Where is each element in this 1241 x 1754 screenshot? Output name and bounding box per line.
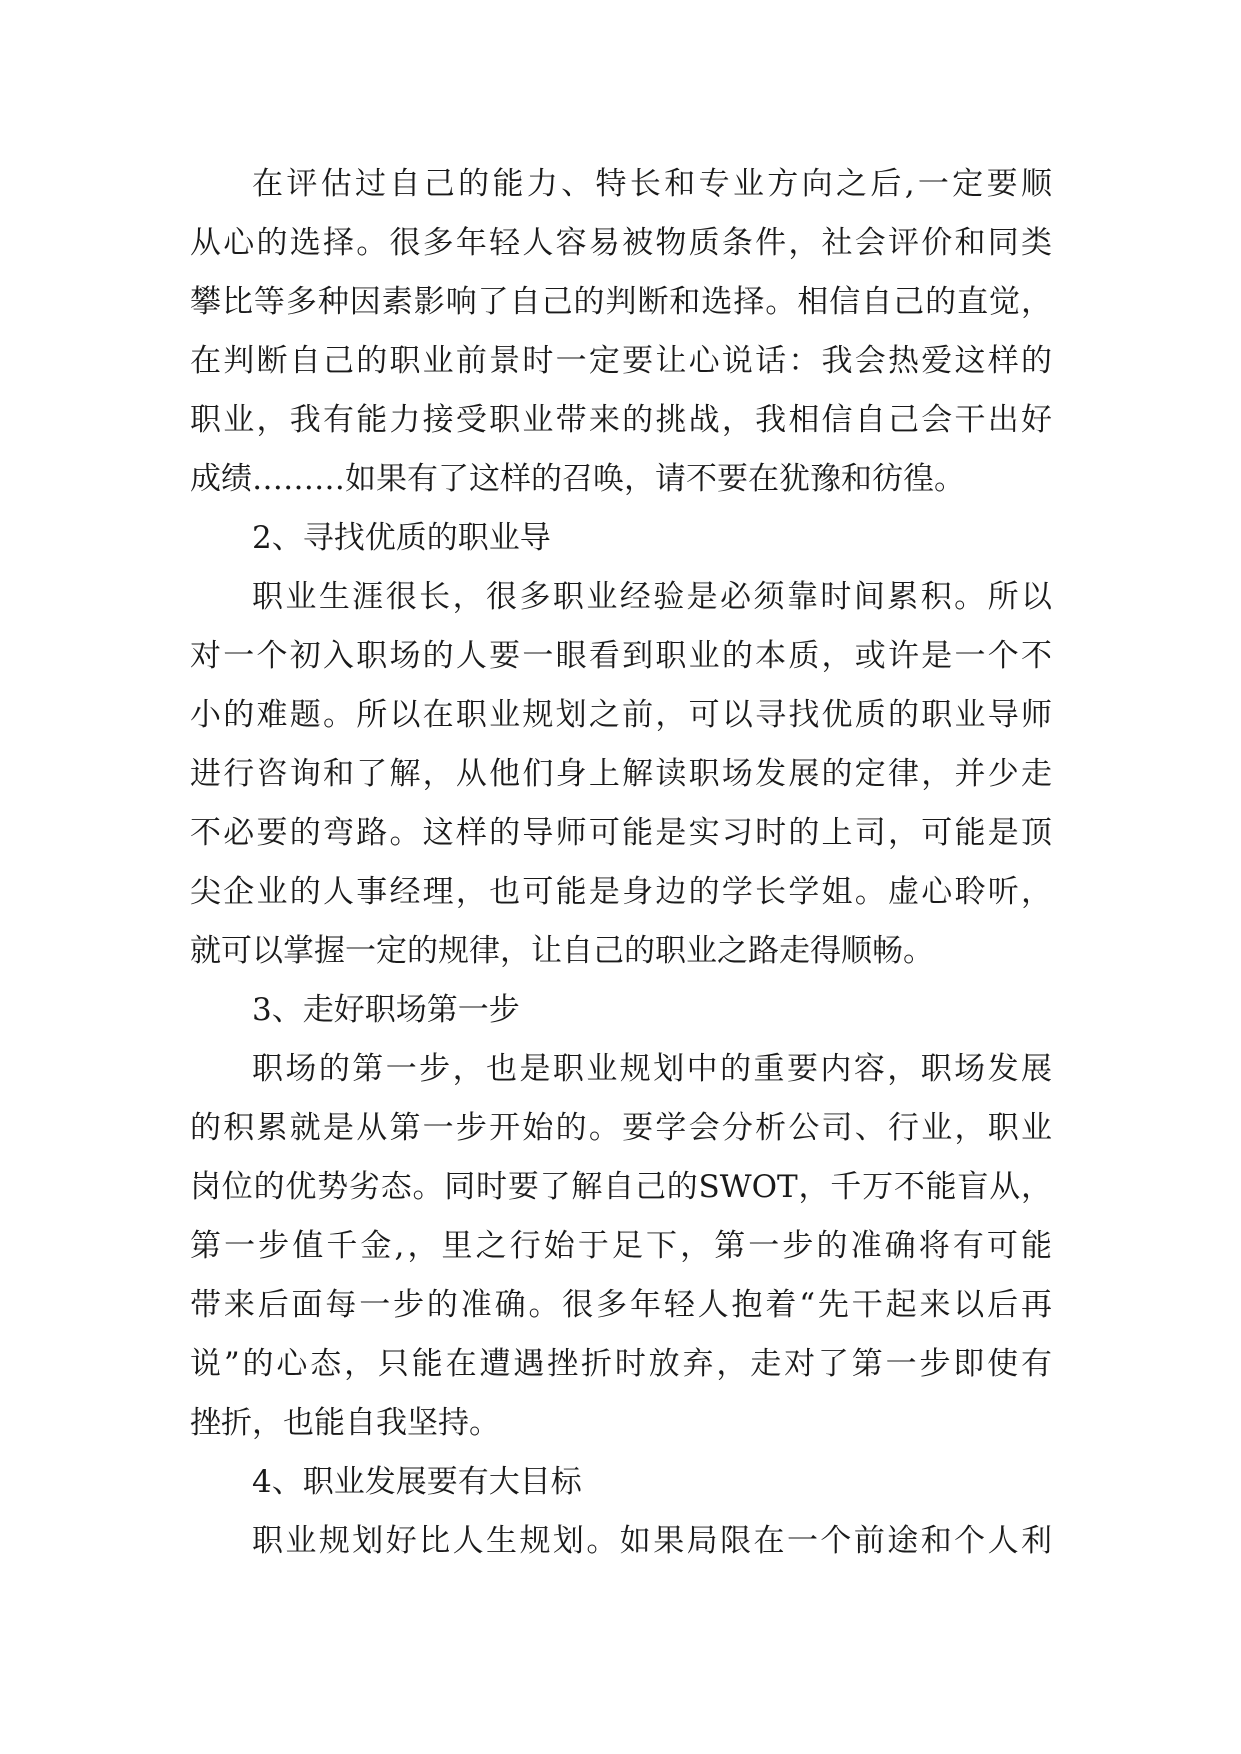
text-line: 不必要的弯路。这样的导师可能是实习时的上司，可能是顶 <box>190 815 1052 851</box>
text-line: 带来后面每一步的准确。很多年轻人抱着“先干起来以后再 <box>190 1287 1052 1323</box>
text-line: 职业生涯很长，很多职业经验是必须靠时间累积。所以 <box>252 579 1052 615</box>
text-line: 小的难题。所以在职业规划之前，可以寻找优质的职业导师 <box>190 697 1052 733</box>
heading-text: 4、职业发展要有大目标 <box>252 1464 582 1500</box>
heading-text: 3、走好职场第一步 <box>252 992 520 1028</box>
text-line: 成绩………如果有了这样的召唤，请不要在犹豫和彷徨。 <box>190 461 965 497</box>
text-line: 职业规划好比人生规划。如果局限在一个前途和个人利 <box>252 1523 1052 1559</box>
paragraph-first-step <box>190 1040 1052 1453</box>
paragraph-follow-heart <box>190 155 1052 509</box>
text-line: 职业，我有能力接受职业带来的挑战，我相信自己会干出好 <box>190 402 1052 438</box>
heading-text: 2、寻找优质的职业导 <box>252 520 551 556</box>
text-line: 的积累就是从第一步开始的。要学会分析公司、行业，职业 <box>190 1110 1052 1146</box>
text-line: 在评估过自己的能力、特长和专业方向之后,一定要顺 <box>252 166 1052 202</box>
text-line: 职场的第一步，也是职业规划中的重要内容，职场发展 <box>252 1051 1052 1087</box>
text-line: 进行咨询和了解，从他们身上解读职场发展的定律，并少走 <box>190 756 1052 792</box>
text-line: 岗位的优势劣态。同时要了解自己的SWOT，千万不能盲从， <box>190 1169 1052 1205</box>
text-line: 就可以掌握一定的规律，让自己的职业之路走得顺畅。 <box>190 933 934 969</box>
text-line: 第一步值千金,，里之行始于足下，第一步的准确将有可能 <box>190 1228 1052 1264</box>
text-line: 尖企业的人事经理，也可能是身边的学长学姐。虚心聆听， <box>190 874 1052 910</box>
text-line: 攀比等多种因素影响了自己的判断和选择。相信自己的直觉， <box>190 284 1052 320</box>
text-line: 说”的心态，只能在遭遇挫折时放弃，走对了第一步即使有 <box>190 1346 1052 1382</box>
section-heading-3 <box>190 981 1052 1040</box>
section-heading-4 <box>190 1453 1052 1512</box>
text-line: 对一个初入职场的人要一眼看到职业的本质，或许是一个不 <box>190 638 1052 674</box>
document-body <box>190 155 1052 1571</box>
text-line: 从心的选择。很多年轻人容易被物质条件，社会评价和同类 <box>190 225 1052 261</box>
text-line: 在判断自己的职业前景时一定要让心说话：我会热爱这样的 <box>190 343 1052 379</box>
paragraph-big-goal <box>190 1512 1052 1571</box>
paragraph-career-mentor <box>190 568 1052 981</box>
text-line: 挫折，也能自我坚持。 <box>190 1405 500 1441</box>
section-heading-2 <box>190 509 1052 568</box>
